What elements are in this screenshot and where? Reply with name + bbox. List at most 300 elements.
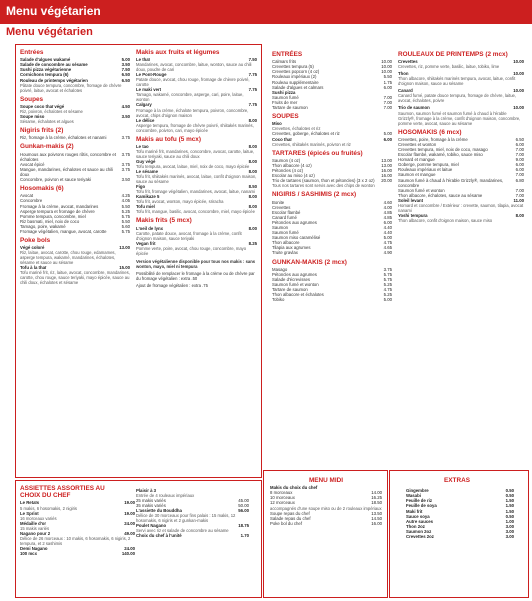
section-title: SOUPES xyxy=(272,113,299,121)
menu-item xyxy=(20,551,135,556)
item-price: 6.50 xyxy=(515,136,524,142)
item-price: 10.00 xyxy=(381,69,392,75)
item-name: Yoshi tempura xyxy=(398,213,428,218)
item-name: Escolar flambé xyxy=(272,209,301,215)
item-price: 10.00 xyxy=(381,64,392,70)
menu-item xyxy=(20,78,130,83)
section-title: Entrées xyxy=(20,49,44,56)
menu-section xyxy=(20,127,130,140)
item-price: 8.25 xyxy=(248,240,257,246)
item-name: Canard fumé xyxy=(272,214,297,220)
item-description: Riz, laitue, avocat, carotte, chou rouge, edamames, asperge tempura, wakamé, mandarines, échalotes, sésame et sauce au sésame xyxy=(20,250,116,266)
item-price: 19.00 xyxy=(124,510,135,516)
item-name: Thon 2oz xyxy=(406,523,425,529)
header-bar-title: Menu végétarien xyxy=(6,4,101,18)
menu-item xyxy=(136,102,257,107)
menu-note: Version végétalienne disponible pour tous nos makis : sans wonton, mayo, miel ni tempura xyxy=(136,258,256,269)
item-price: 4.75 xyxy=(383,240,392,246)
item-name: Rouleau de printemps végétarien xyxy=(20,77,88,83)
item-price: 6.00 xyxy=(515,162,524,168)
item-price: 5.50 xyxy=(121,203,130,209)
item-price: 16.00 xyxy=(371,520,382,526)
section-title: EXTRAS xyxy=(444,477,470,484)
item-description: Crevettes, échalotes et riz xyxy=(272,126,321,132)
item-name: Crevettes popcorn (4 oz) xyxy=(272,69,320,75)
item-name: Le tao xyxy=(136,143,149,149)
item-description: Homard et concombre / Extérieur : crevette, saumon, tilapia, avocat nanami xyxy=(398,203,524,213)
item-price: 15.00 xyxy=(119,265,130,271)
item-name: Nagano pour 2 xyxy=(20,530,51,536)
item-description: Pâtate douce tempura, concombre, fromage de chèvre poivré, laitue, avocat et échalotes xyxy=(20,82,122,93)
item-name: Rouleaux impériaux et laitue xyxy=(398,167,453,173)
item-price: 4.25 xyxy=(121,193,130,199)
section-title: ENTRÉES xyxy=(272,51,303,58)
section-title: Soupes xyxy=(20,95,44,103)
item-name: Concombre xyxy=(20,198,43,204)
item-name: Autre sauces xyxy=(406,518,433,524)
menu-item xyxy=(20,511,135,516)
item-price: 16.25 xyxy=(371,495,382,501)
item-name: Fruits de mer xyxy=(272,99,298,105)
item-name: Sauce soya xyxy=(406,513,430,519)
item-name: Goberge, pomme tempura, miel xyxy=(398,162,459,168)
item-name: Crevettes tempura (5) xyxy=(272,64,314,70)
item-name: Saumon xyxy=(272,224,289,230)
menu-section xyxy=(20,49,130,93)
item-name: Truite gravlax xyxy=(272,250,298,256)
item-name: Trio de tartares (saumon, thon et pétoncles) (3 x 2 oz) xyxy=(272,178,375,184)
item-name: Végé coloré xyxy=(20,245,45,251)
item-price: 0.50 xyxy=(505,493,514,499)
menu-item xyxy=(136,533,249,538)
item-price: 24.00 xyxy=(124,520,135,526)
section-title: TARTARES (épicés ou fruités) xyxy=(272,149,363,157)
item-description: Tofu frit, fromage végétalien, mandarines, avocat, laitue, nanami xyxy=(136,189,255,195)
item-description: Délice de 30 morceaux pour fins palais : 15 makis, 12 hosomakis, 6 nigiris et 2 gunkan-makis xyxy=(136,513,236,524)
item-price: 5.00 xyxy=(383,235,392,241)
menu-section xyxy=(136,136,257,215)
item-price: 18.75 xyxy=(238,523,249,529)
item-price: 10.00 xyxy=(513,71,524,77)
item-price: 13.00 xyxy=(381,162,392,168)
item-price: 6.80 xyxy=(515,177,524,183)
item-description: Crevettes, riz, pomme verte, basilic, laitue, tobiko, lime xyxy=(398,64,500,70)
item-description: Canard fumé, patate douce tempura, fromage de chèvre, laitue, avocat, échalotes, poivre xyxy=(398,93,517,104)
item-price: 3.50 xyxy=(121,177,130,183)
item-price: 8.50 xyxy=(248,184,257,190)
item-price: 8.00 xyxy=(248,143,257,149)
item-price: 5.75 xyxy=(121,228,130,234)
section-title: Nigiris frits (2) xyxy=(20,127,64,135)
item-name: Feuille de soya xyxy=(406,503,437,509)
item-price: 14.00 xyxy=(371,490,382,496)
item-price: 5.75 xyxy=(383,276,392,282)
menu-item xyxy=(20,229,130,234)
item-description: Saumon, saumon fumé et saumon fumé à chaud à l'érable Grizzly®, fromage à la crème, confit d'oignon maison, concombre, pomme verte, avocat, sauce au sésame xyxy=(398,110,521,126)
item-name: Guy végé xyxy=(136,158,156,164)
item-name: Riz basmati, miel, noix de coco xyxy=(20,218,80,224)
section-title: Makis au tofu (5 mcx) xyxy=(136,135,201,143)
menu-item xyxy=(20,152,130,162)
item-price: 8.00 xyxy=(248,158,257,164)
item-price: 10.00 xyxy=(513,59,524,65)
item-name: Calgary xyxy=(136,102,152,108)
item-price: 7.00 xyxy=(383,99,392,105)
menu-item xyxy=(406,534,514,539)
item-price: 4.40 xyxy=(383,224,392,230)
item-description: Thon albacore, confit d'oignon maison, sauce miso xyxy=(398,218,493,224)
item-name: Vegan frit xyxy=(136,240,156,246)
item-price: 19.00 xyxy=(124,500,135,506)
item-price: 5.60 xyxy=(121,223,130,229)
item-name: Poke bol du chef xyxy=(270,520,303,526)
item-description: Riz, poivron, échalotes et sésame xyxy=(20,108,83,114)
item-name: Salade de concombre au sésame xyxy=(20,62,88,68)
menu-item xyxy=(272,137,392,142)
item-name: Pomme tempura, concombre, miel xyxy=(20,213,86,219)
item-name: Sushi pizza végétarienne xyxy=(20,67,72,73)
menu-section xyxy=(272,259,392,303)
menu-item xyxy=(272,297,392,302)
item-name: Rouleaux impériaux (2) xyxy=(272,74,317,80)
item-name: Salade repas du chef xyxy=(270,515,311,521)
menu-item xyxy=(20,177,130,182)
vegetarian-column-left xyxy=(20,49,130,288)
item-description: Crevettes, shiitakés marinés, poivron et riz xyxy=(272,141,351,147)
item-name: Tobiko xyxy=(272,297,285,303)
item-name: Sushi pizza xyxy=(272,89,296,95)
item-price: 4.40 xyxy=(383,230,392,236)
item-name: Makis du choix du chef xyxy=(270,485,318,491)
menu-item xyxy=(270,500,382,505)
item-name: Salade d'écrevisses xyxy=(272,276,311,282)
section-title: HOSOMAKIS (6 mcx) xyxy=(398,128,462,136)
menu-section xyxy=(272,191,392,255)
item-price: 20.00 xyxy=(381,178,392,184)
item-price: 5.75 xyxy=(121,213,130,219)
item-name: Pétoncles (4 oz) xyxy=(272,168,304,174)
menu-section xyxy=(272,113,392,146)
item-name: Salade d'algues wakamé xyxy=(20,57,71,63)
item-name: Saumon fumé et wonton xyxy=(398,187,445,193)
item-name: Feuille de riz xyxy=(406,498,433,504)
item-price: 6.00 xyxy=(515,167,524,173)
item-price: 13.00 xyxy=(381,157,392,163)
item-name: Fromage végétalien, mangue, avocat, carotte xyxy=(20,228,107,234)
menu-section xyxy=(136,217,257,255)
item-price: 3.75 xyxy=(121,166,130,172)
item-name: Gingembre xyxy=(406,488,429,494)
item-name: Pétoncles aux agrumes xyxy=(272,219,317,225)
item-price: 7.00 xyxy=(383,105,392,111)
menu-section xyxy=(398,51,524,126)
item-description: accompagnés d'une soupe miso ou de 2 rouleaux impériaux xyxy=(270,505,382,511)
item-name: Crevettes xyxy=(272,204,291,210)
menu-section xyxy=(272,150,392,189)
item-name: Saumon 2oz xyxy=(406,528,432,534)
item-price: 14.50 xyxy=(371,515,382,521)
item-price: 5.00 xyxy=(121,57,130,63)
item-name: Fromage à la crème, avocat, mandarines xyxy=(20,203,99,209)
item-description: Tamago, wakamé, concombre, asperge, cari, poire, laitue, wonton xyxy=(136,92,244,103)
item-description: Entrée de 4 rouleaux impériaux xyxy=(136,493,195,499)
item-name: Demi Nagano xyxy=(20,545,48,551)
item-name: Saumon et mangue xyxy=(398,172,436,178)
item-name: Poulet Nagano xyxy=(136,523,167,529)
item-description: 5 makis, 6 hosomakis, 2 nigiris xyxy=(20,505,78,511)
item-name: Choix du chef à l'unité xyxy=(136,533,182,539)
item-name: 25 makis variés xyxy=(136,498,166,504)
section-title: GUNKAN-MAKIS (2 mcx) xyxy=(272,258,347,266)
item-name: 8 morceaux xyxy=(270,490,293,496)
item-name: Saumon miso caramélisé xyxy=(272,235,321,241)
item-price: 8.00 xyxy=(248,204,257,210)
item-name: Thon albacore xyxy=(272,240,300,246)
item-name: Crevettes, goberge, échalotes et riz xyxy=(272,131,340,137)
item-description: Mandarines, avocat, concombre, laitue, wonton, sauce au chili doux, poudre de cari xyxy=(136,62,252,73)
item-name: Tofu à la thaï xyxy=(20,265,47,271)
item-description: Sésame, échalotes et algues xyxy=(20,119,74,125)
item-name: Salade d'algues et calmars xyxy=(272,84,324,90)
item-price: 3.75 xyxy=(121,151,130,157)
item-name: Crevettes, poire, fromage à la crème xyxy=(398,136,468,142)
item-name: Maki frit xyxy=(406,508,423,514)
item-name: Calmars frits xyxy=(272,59,297,65)
item-name: Tilapia aux agrumes xyxy=(272,245,311,251)
item-name: 12 morceaux xyxy=(270,500,295,506)
item-name: Escolar flambé, wakamé, tobiko, sauce miso xyxy=(398,152,483,158)
item-price: 7.75 xyxy=(248,72,257,78)
item-price: 3.00 xyxy=(505,528,514,534)
item-description: Servi avec riz et salade de concombre au sésame xyxy=(136,528,229,534)
item-name: Miso xyxy=(272,121,282,127)
item-name: Concombre, poivron et sauce teriyaki xyxy=(20,177,91,183)
assorted-plates-left xyxy=(20,485,135,556)
menu-item xyxy=(272,250,392,255)
item-name: Trio de saumon xyxy=(398,105,430,111)
item-name: Thon albacore (4 oz) xyxy=(272,162,312,168)
menu-item xyxy=(398,178,524,188)
item-price: 1.50 xyxy=(505,508,514,514)
item-price: 5.50 xyxy=(121,218,130,224)
item-price: 3.50 xyxy=(121,62,130,68)
section-title: MENU MIDI xyxy=(308,477,344,484)
section-title: ROULEAUX DE PRINTEMPS (2 mcx) xyxy=(398,51,508,58)
item-description: Tofu mariné frit, riz, laitue, avocat, concombre, mandarines, carotte, chou rouge, sauce teriyaki, mayo épicée, sauce au chili doux, échalotes et sésame xyxy=(20,270,130,286)
item-price: 1.75 xyxy=(383,79,392,85)
item-price: 10.00 xyxy=(513,88,524,94)
item-description: Tofu frit, mangue, basilic, avocat, concombre, miel, mayo épicée xyxy=(136,209,255,215)
item-name: Médaille d'or xyxy=(20,520,47,526)
item-price: 1.50 xyxy=(505,503,514,509)
item-name: 10 morceaux xyxy=(270,495,295,501)
item-price: 7.50 xyxy=(121,67,130,73)
item-price: 5.25 xyxy=(383,282,392,288)
item-name: Crevettes tempura, miel, noix de coco, masago xyxy=(398,146,488,152)
section-title: Poke bols xyxy=(20,237,51,245)
item-name: L'oeil de lynx xyxy=(136,225,164,231)
menu-item xyxy=(20,135,130,140)
item-price: 45.00 xyxy=(238,498,249,504)
item-price: 7.00 xyxy=(515,192,524,198)
item-price: 6.50 xyxy=(121,72,130,78)
item-name: Soupe coco thaï végé xyxy=(20,103,65,109)
item-price: 3.75 xyxy=(121,135,130,141)
menu-item xyxy=(136,226,257,231)
item-price: 4.85 xyxy=(383,214,392,220)
item-price: 24.00 xyxy=(124,545,135,551)
item-name: Asperge tempura et fromage de chèvre xyxy=(20,208,95,214)
item-price: 140.00 xyxy=(121,550,135,556)
item-name: Soupe repas du chef xyxy=(270,510,310,516)
menu-note: Possibilité de remplacer le fromage à la crème ou de chèvre par du fromage végétalien : extra .50 xyxy=(136,270,255,281)
item-price: 8.00 xyxy=(248,194,257,200)
item-price: 10.00 xyxy=(381,59,392,65)
page-title: Menu végétarien xyxy=(6,26,93,38)
menu-section xyxy=(20,96,130,124)
item-name: Tamago, poire, wakamé xyxy=(20,223,66,229)
item-description: Tofu frit, avocat, wonton, mayo épicée, sriracha xyxy=(136,199,224,205)
item-description: Carotte, patate douce, avocat, fromage à la crème, confit d'oignon maison, sauce teriyaki xyxy=(136,230,242,241)
item-description: 15 makis variés xyxy=(20,525,50,531)
menu-column-seafood xyxy=(272,51,392,305)
item-name: Le maki vert xyxy=(136,87,162,93)
item-price: 8.00 xyxy=(248,169,257,175)
menu-item xyxy=(270,521,382,526)
item-name: Homard et mangue xyxy=(398,157,435,163)
item-name: Bonite xyxy=(272,199,285,205)
item-description: Tofu mariné frit, mandarines, concombre, avocat, carotte, laitue, sauce teriyaki, sauce au chili doux xyxy=(136,148,255,159)
item-price: 3.75 xyxy=(121,161,130,167)
item-name: Kamikaze 5 xyxy=(136,194,160,200)
item-price: 5.00 xyxy=(383,297,392,303)
section-title: ASSIETTES ASSORTIES AU CHOIX DU CHEF xyxy=(20,485,105,500)
item-description: Fromage à la crème, échalote tempura, poivron, concombre, avocat, chips d'oignon maison xyxy=(136,107,249,118)
item-name: Avocat épicé xyxy=(20,161,45,167)
item-price: 13.00 xyxy=(119,245,130,251)
item-price: 49.00 xyxy=(124,530,135,536)
item-price: 3.50 xyxy=(121,113,130,119)
item-name: Escolar au miso (4 oz) xyxy=(272,173,315,179)
item-description: Thon albacore, shiitakés marinés tempura, avocat, laitue, confit d'oignon maison, sauce au sésame xyxy=(398,76,516,87)
item-price: 3.00 xyxy=(505,534,514,540)
item-name: Le Sprint xyxy=(20,510,39,516)
item-name: Cornichons tempura (6) xyxy=(20,72,69,78)
item-price: 1.50 xyxy=(505,498,514,504)
item-description: 16 morceaux variés xyxy=(20,515,57,521)
item-name: L'assiette du Bouddha xyxy=(136,508,182,514)
item-description: Tous nos tartares sont servis avec des chips de wonton xyxy=(272,183,375,189)
item-name: Wasabi xyxy=(406,493,421,499)
item-name: Saumon (4 oz) xyxy=(272,157,301,163)
section-title: Gunkan-makis (2) xyxy=(20,143,74,151)
menu-section xyxy=(136,49,257,133)
item-name: 100 mcx xyxy=(20,550,37,556)
item-price: 7.75 xyxy=(248,87,257,93)
item-price: 13.50 xyxy=(371,510,382,516)
item-name: Saumon fumé xyxy=(272,230,299,236)
item-price: 4.90 xyxy=(383,250,392,256)
item-name: Avocat xyxy=(20,193,34,199)
item-name: Saumon fumé à chaud à l'érable Grizzly®, mandarines, concombre xyxy=(398,177,504,188)
item-description: Délice de 26 morceaux : 10 makis, 6 hosomakis, 6 nigiris, 2 tempura, et 2 sashimis xyxy=(20,535,131,546)
item-name: Figo xyxy=(136,184,146,190)
item-price: 56.00 xyxy=(238,508,249,514)
item-price: 4.65 xyxy=(383,245,392,251)
item-price: 4.60 xyxy=(383,199,392,205)
item-price: 7.50 xyxy=(248,57,257,63)
item-price: 4.75 xyxy=(383,287,392,293)
item-price: 1.00 xyxy=(505,518,514,524)
item-name: Thon albacore, échalotes, sauce au sésame xyxy=(398,192,483,198)
item-price: 5.75 xyxy=(383,271,392,277)
menu-item xyxy=(20,167,130,177)
item-description: Tofu tempura, avocat, laitue, miel, noix de coco, mayo épicée xyxy=(136,164,250,170)
item-price: 5.25 xyxy=(121,208,130,214)
item-price: 8.00 xyxy=(515,213,524,218)
item-price: 6.00 xyxy=(383,219,392,225)
item-price: 5.25 xyxy=(383,292,392,298)
item-price: 4.85 xyxy=(383,209,392,215)
item-name: Pétoncles aux agrumes xyxy=(272,271,317,277)
item-name: Tartare de saumon xyxy=(272,287,308,293)
menu-section xyxy=(398,129,524,224)
item-price: 7.75 xyxy=(248,102,257,108)
extras-menu xyxy=(396,477,518,539)
item-description: Pomme verte, poire, avocat, chou rouge, concombre, mayo épicée xyxy=(136,245,247,256)
menu-note: Ajout de fromage végétalien : extra .75 xyxy=(136,282,208,288)
item-price: 7.00 xyxy=(383,94,392,100)
menu-section xyxy=(272,51,392,110)
item-name: Coco thaï xyxy=(272,136,292,142)
item-price: 7.00 xyxy=(515,152,524,158)
vegetarian-column-right xyxy=(136,49,257,288)
item-name: Mangue, mandarines, échalotes et sauce au chili doux xyxy=(20,166,114,177)
item-price: 4.50 xyxy=(121,103,130,109)
menu-section xyxy=(20,237,130,285)
item-name: Plaisir à 3 xyxy=(136,488,157,493)
section-title: Makis aux fruits et légumes xyxy=(136,49,220,56)
assorted-plates-right xyxy=(136,488,249,539)
item-name: Soupe miso xyxy=(20,113,45,119)
item-name: Crevettes xyxy=(398,59,418,65)
item-price: 1.70 xyxy=(240,533,249,539)
item-price: 5.00 xyxy=(383,131,392,137)
item-price: 11.00 xyxy=(513,197,524,203)
header-bar xyxy=(0,0,532,24)
item-name: Canard xyxy=(398,88,413,94)
item-name: Riz, fromage à la crème, échalotes et nanami xyxy=(20,135,107,141)
item-price: 7.00 xyxy=(515,172,524,178)
item-price: 6.00 xyxy=(383,136,392,142)
item-name: Le Retaïs xyxy=(20,500,40,506)
section-title: NIGIRIS / SASHIMIS (2 mcx) xyxy=(272,191,357,199)
item-price: 3.75 xyxy=(383,266,392,272)
item-name: Houmous aux poivrons rouges rôtis, concombre et échalotes xyxy=(20,151,117,162)
item-price: 9.00 xyxy=(515,157,524,163)
item-name: Thon xyxy=(398,71,409,77)
menu-item xyxy=(20,521,135,526)
item-price: 8.00 xyxy=(248,225,257,231)
item-price: 0.50 xyxy=(505,513,514,519)
item-price: 3.00 xyxy=(505,523,514,529)
item-price: 5.50 xyxy=(383,74,392,80)
menu-item xyxy=(398,105,524,110)
item-price: 16.00 xyxy=(381,168,392,174)
item-price: 10.00 xyxy=(513,105,524,111)
item-name: Tofu miel xyxy=(136,204,155,210)
item-price: 4.00 xyxy=(383,204,392,210)
